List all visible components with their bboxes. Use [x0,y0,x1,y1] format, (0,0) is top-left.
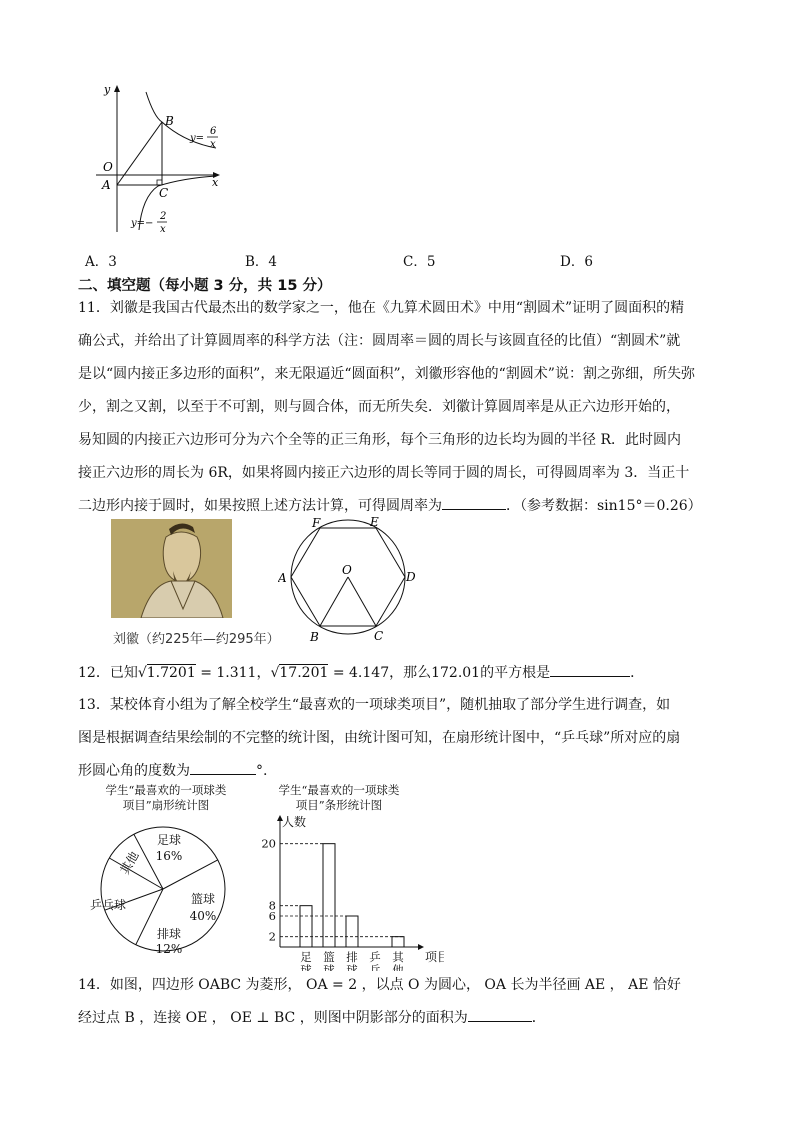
pie-label-3: 乒乓球 [89,898,127,912]
q12-prefix: 12．已知 [78,665,138,681]
q11-line-5: 易知圆的内接正六边形可分为六个全等的正三角形，每个三角形的边长均为圆的半径 R．此时圆内 [78,432,681,448]
bar-category-2-char-0: 排 [346,950,358,964]
option-a: A．3 [85,254,117,270]
pie-label-0: 足球 [156,833,182,847]
pie-label-4: 其他 [117,849,142,877]
curve1-den: x [210,139,216,150]
hex-label-D: D [406,570,416,584]
y-axis-arrow [114,85,120,92]
q11-tail: ．（参考数据：sin15°＝0.26） [506,498,702,514]
bar-category-4-char-1: 他 [392,963,404,971]
bar-category-1-char-1: 球 [323,963,335,971]
bar-title-line-1: 学生“最喜欢的一项球类 [278,783,400,797]
curve1-num: 6 [210,126,217,137]
bar-chart [254,783,444,973]
q11-line-3: 是以“圆内接正多边形的面积”，来无限逼近“圆面积”，刘徽形容他的“割圆术”说：割之弥细，所失弥 [78,366,695,382]
bar-x-axis-arrow [418,944,424,950]
label-C: C [159,186,169,200]
bar-chart-svg [254,813,444,971]
question-14 [78,969,681,1035]
pie-divider-football-basketball [163,860,218,889]
question-13 [78,689,680,788]
curve2-den: x [160,224,166,234]
hex-label-B: B [310,630,319,644]
q13-answer-blank[interactable] [190,758,256,775]
pie-chart-svg [86,813,246,958]
q13-line-2: 图是根据调查结果绘制的不完整的统计图，由统计图可知，在扇形统计图中，“乒乓球”所对应的扇 [78,730,681,746]
bar-title-line-2: 项目”条形统计图 [295,798,383,812]
bar-category-1-char-0: 篮 [323,950,335,964]
inscribed-hexagon-figure [278,515,422,645]
q11-line-4: 少，割之又割，以至于不可割，则与圆合体，而无所失矣．刘徽计算圆周率是从正六边形开始的， [78,399,680,415]
bar-category-2-char-1: 球 [346,963,358,971]
bar-category-0-char-1: 球 [300,963,312,971]
hex-label-A: A [278,571,287,585]
bar-ytick-3: 20 [261,836,276,851]
q12-eq2: = 4.147，那么172.01的平方根是 [328,665,551,681]
pie-chart-title [86,783,246,813]
q12-end: ． [630,665,645,681]
q11-line-2: 确公式，并给出了计算圆周率的科学方法（注：圆周率＝圆的周长与该圆直径的比值）“割圆术”就 [78,333,681,349]
option-c: C．5 [403,254,436,270]
q13-end: °. [256,763,268,779]
function-graph-figure [94,82,226,234]
q11-answer-blank[interactable] [442,493,506,510]
label-A: A [102,178,111,192]
hex-label-F: F [312,516,321,530]
label-O: O [103,160,113,174]
curve-y-6-over-x [146,92,216,148]
curve2-num: 2 [160,211,167,222]
pie-label-1: 篮球 [190,892,216,906]
bar-x-label: 项目 [425,950,444,964]
portrait-caption: 刘徽（约225年—约295年） [113,632,280,647]
bar-ytick-0: 2 [268,929,276,944]
question-12 [78,657,644,690]
q11-line-7-text: 二边形内接于圆时，如果按照上述方法计算，可得圆周率为 [78,498,442,514]
right-angle-mark [157,180,162,185]
q12-eq1: = 1.311， [195,665,271,681]
bar-y-label: 人数 [282,815,307,829]
q14-answer-blank[interactable] [468,1005,532,1022]
pie-chart [86,783,246,963]
bar-4 [392,937,404,947]
portrait-drawing [111,519,232,618]
curve1-prefix: y= [190,133,205,144]
option-d: D．6 [560,254,593,270]
label-B: B [165,114,174,128]
sqrt-sign-2: √ [270,665,280,681]
bar-category-0-char-0: 足 [300,950,312,964]
q14-line-1: 14．如图，四边形 OABC 为菱形， OA = 2 ，以点 O 为圆心， OA 长为半径画 AE ， AE 恰好 [78,977,681,993]
segment-OC [348,577,376,626]
bar-chart-title [254,783,424,813]
bar-category-4-char-0: 其 [392,950,404,964]
question-11 [78,292,702,523]
liu-hui-portrait [111,519,232,618]
hex-label-O: O [342,563,352,577]
segment-OB [320,577,348,626]
sqrt-sign-1: √ [137,665,147,681]
bar-0 [300,906,312,947]
bar-1 [323,844,335,947]
hex-label-E: E [370,515,379,529]
bar-category-3-char-0: 乒 [369,950,381,964]
q14-line-2 [78,1002,681,1035]
q12-root2: 17.201 [279,665,329,681]
pie-value-2: 12% [155,942,183,956]
bar-ytick-1: 6 [268,909,276,923]
curve2-prefix: y=− [131,218,154,229]
pie-title-line-2: 项目”扇形统计图 [122,798,210,812]
q13-line-1: 13．某校体育小组为了解全校学生“最喜欢的一项球类项目”，随机抽取了部分学生进行调查，如 [78,697,671,713]
bar-ytick-2: 8 [268,898,276,913]
segment-AB [117,122,162,185]
q14-end: ． [531,1010,546,1026]
q12-root1: 1.7201 [146,665,196,681]
q11-line-6: 接正六边形的周长为 6R，如果将圆内接正六边形的周长等同于圆的周长，可得圆周率为 3．当正十 [78,465,690,481]
q11-line-1: 11．刘徽是我国古代最杰出的数学家之一，他在《九算术圆田术》中用“割圆术”证明了圆面积的精 [78,300,685,316]
pie-label-2: 排球 [156,927,182,941]
q14-line-2-text: 经过点 B ，连接 OE ， OE ⊥ BC ，则图中阴影部分的面积为 [78,1010,468,1026]
q13-line-3-text: 形圆心角的度数为 [78,763,190,779]
option-b: B．4 [245,254,278,270]
pie-value-0: 16% [155,849,183,863]
bar-2 [346,916,358,947]
bar-category-3-char-1: 乓 [369,963,381,971]
pie-value-1: 40% [189,909,217,923]
hex-label-C: C [374,629,384,643]
pie-title-line-1: 学生“最喜欢的一项球类 [105,783,227,797]
label-x: x [212,176,219,189]
label-y: y [104,83,111,96]
q12-answer-blank[interactable] [550,660,630,677]
section-title: 二、填空题（每小题 3 分，共 15 分） [78,278,332,294]
